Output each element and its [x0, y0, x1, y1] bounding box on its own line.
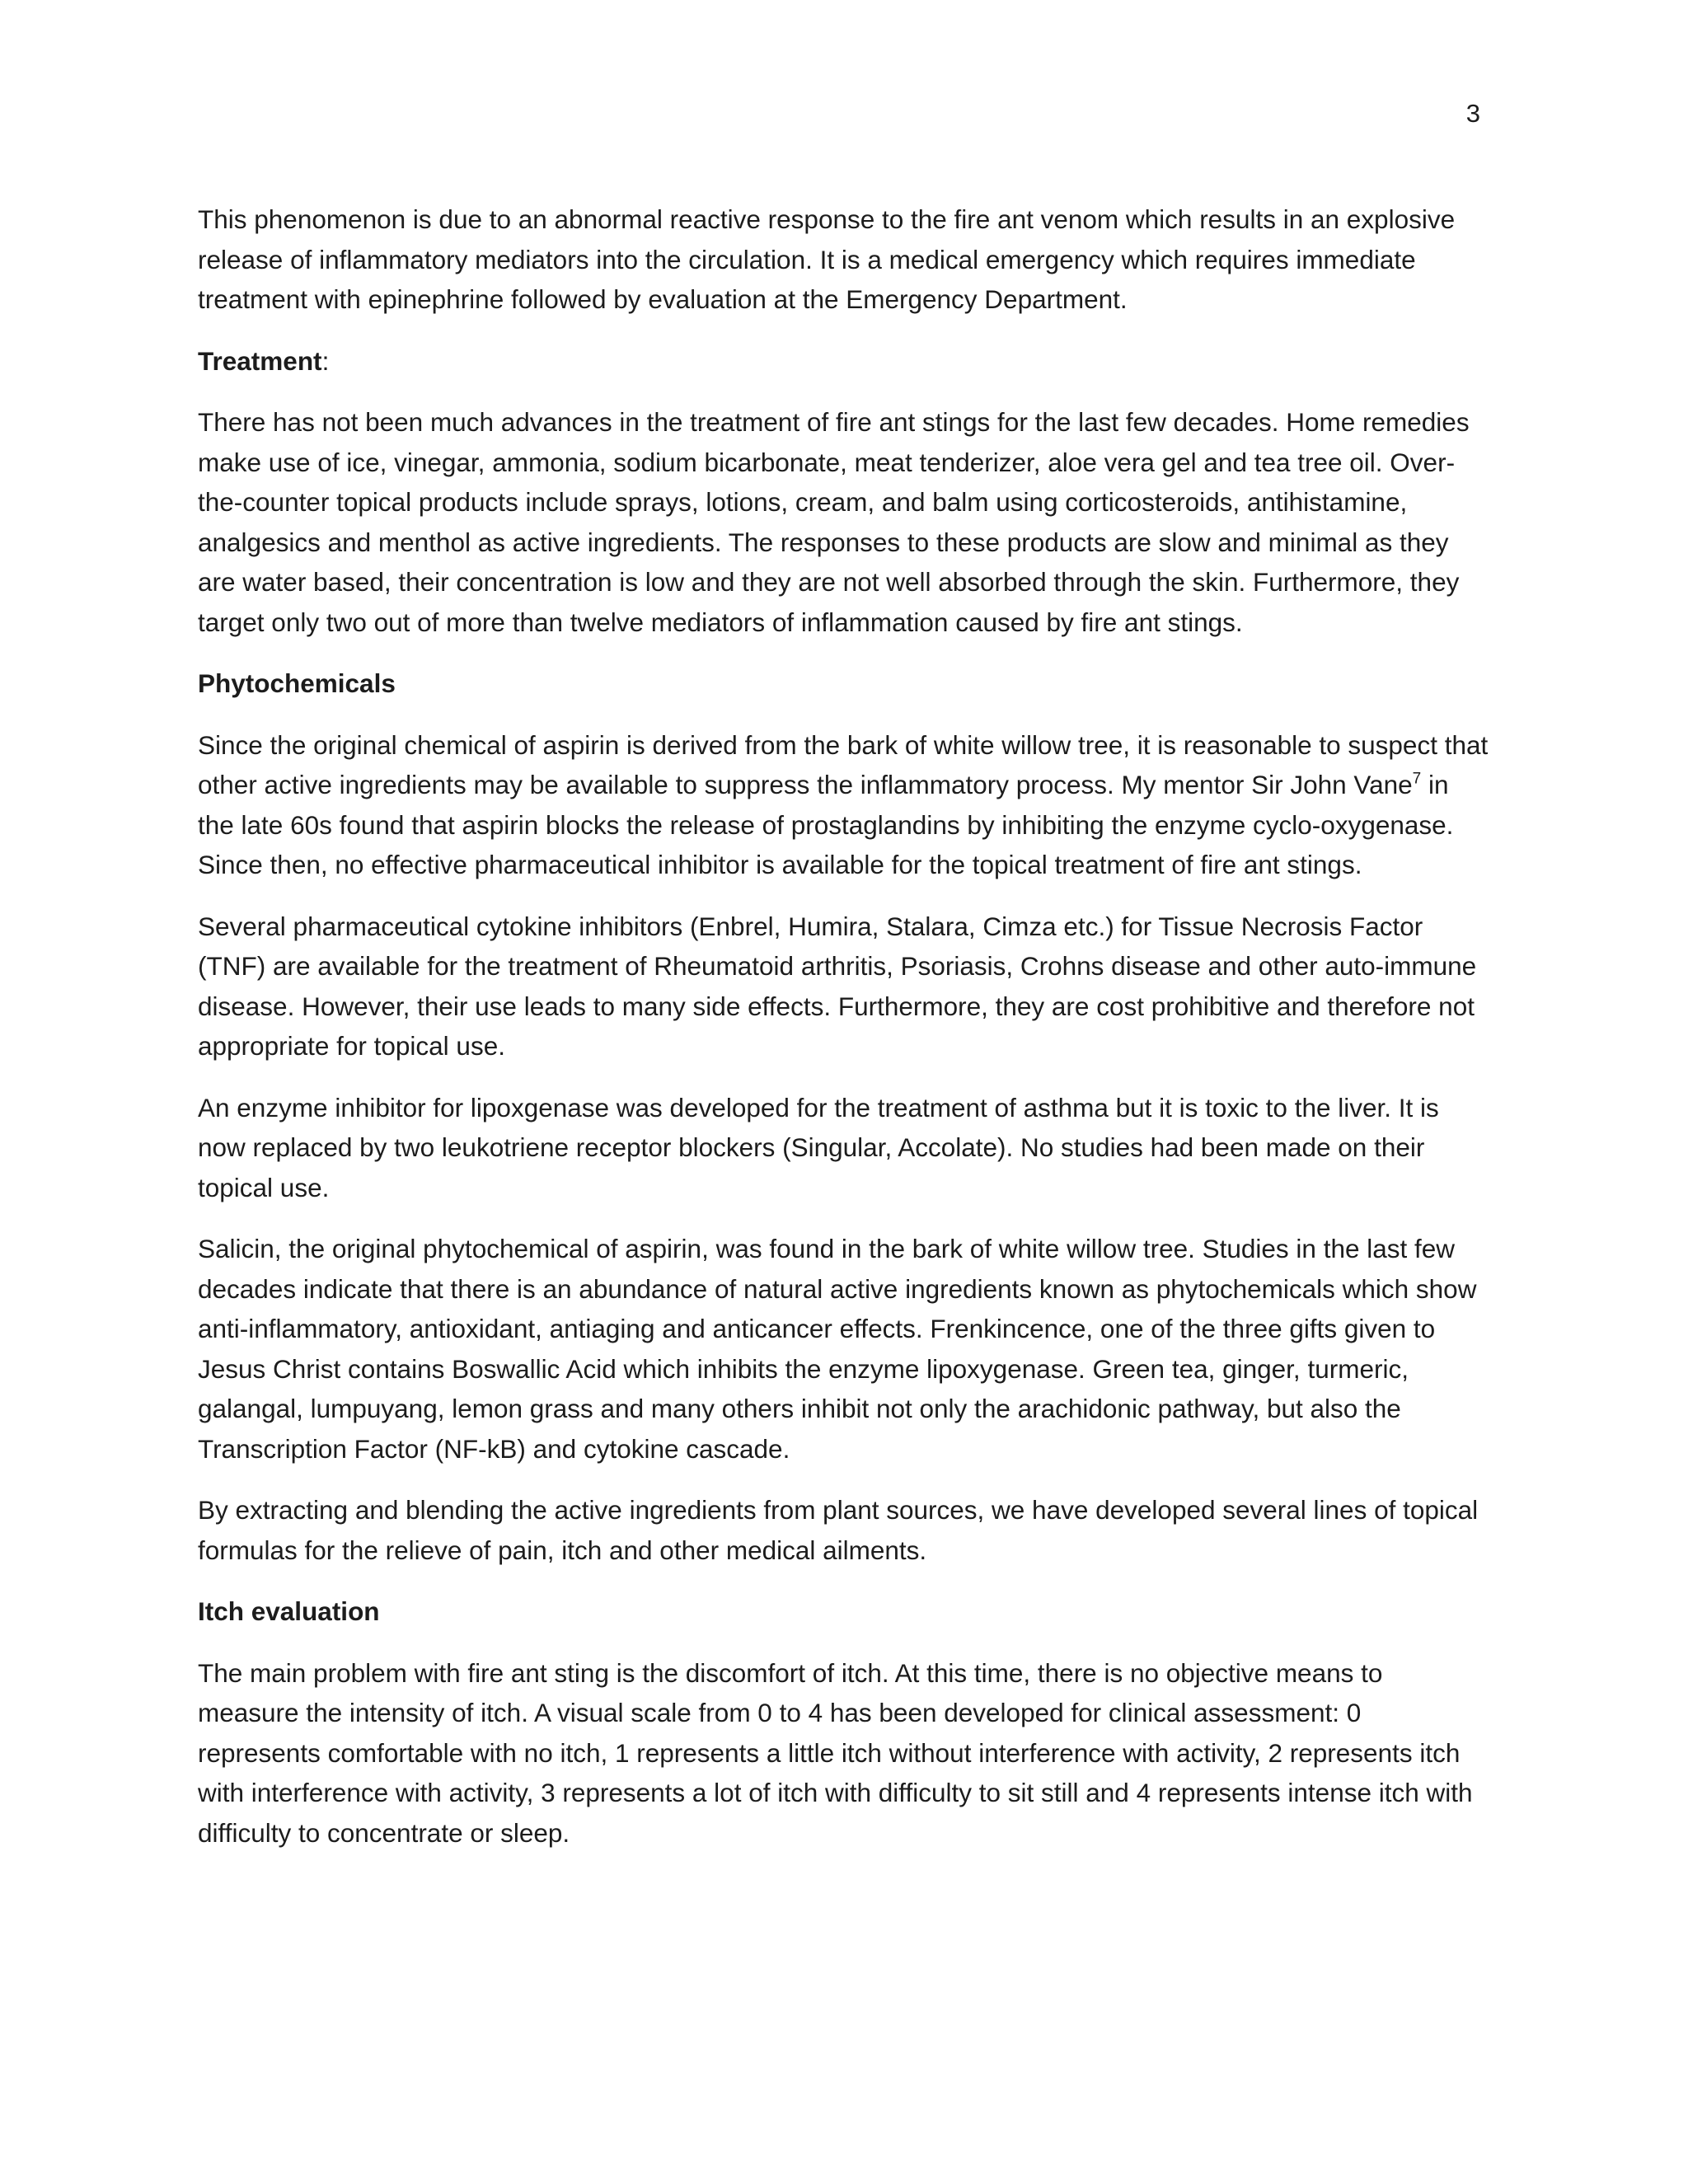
footnote-reference: 7 — [1412, 770, 1422, 788]
itch-evaluation-paragraph: The main problem with fire ant sting is the discomfort of itch. At this time, there is no objective means to measure the intensity of itch. A visual scale from 0 to 4 has been developed for clinical assessment: 0 represents comfortable with no itch, 1 represents a little itch without interference with activity, 2 represents itch with interference with activity, 3 represents a lot of itch with difficulty to sit still and 4 represents intense itch with difficulty to concentrate or sleep. — [198, 1657, 1473, 1848]
itch-evaluation-heading: Itch evaluation — [198, 1596, 380, 1626]
treatment-paragraph: There has not been much advances in the treatment of fire ant stings for the last few decades. Home remedies make use of ice, vinegar, ammonia, sodium bicarbonate, meat tenderizer, aloe vera gel and tea tree oil. Over-the-counter topical products include sprays, lotions, cream, and balm using corticosteroids, antihistamine, analgesics and menthol as active ingredients. The responses to these products are slow and minimal as they are water based, their concentration is low and they are not well absorbed through the skin. Furthermore, they target only two out of more than twelve mediators of inflammation caused by fire ant stings. — [198, 407, 1470, 637]
phytochemicals-paragraph-3: An enzyme inhibitor for lipoxgenase was developed for the treatment of asthma but it is toxic to the liver. It is now replaced by two leukotriene receptor blockers (Singular, Accolate). No studies had been made on their topical use. — [198, 1092, 1439, 1202]
treatment-heading: Treatment — [198, 345, 322, 376]
phytochemicals-paragraph-1-start: Since the original chemical of aspirin is derived from the bark of white willow tree, it is reasonable to suspect that other active ingredients may be available to suppress the inflammatory process. My mentor Sir John Vane — [198, 729, 1489, 799]
phytochemicals-paragraph-2: Several pharmaceutical cytokine inhibitors (Enbrel, Humira, Stalara, Cimza etc.) for Tissue Necrosis Factor (TNF) are available for the treatment of Rheumatoid arthritis, Psoriasis, Crohns disease and other auto-immune disease. However, their use leads to many side effects. Furthermore, they are cost prohibitive and therefore not appropriate for topical use. — [198, 911, 1477, 1061]
phytochemicals-paragraph-4: Salicin, the original phytochemical of aspirin, was found in the bark of white willow tree. Studies in the last few decades indicate that there is an abundance of natural active ingredients known as phytochemicals which show anti-inflammatory, antioxidant, antiaging and anticancer effects. Frenkincence, one of the three gifts given to Jesus Christ contains Boswallic Acid which inhibits the enzyme lipoxygenase. Green tea, ginger, turmeric, galangal, lumpuyang, lemon grass and many others inhibit not only the arachidonic pathway, but also the Transcription Factor (NF-kB) and cytokine cascade. — [198, 1234, 1477, 1464]
treatment-heading-colon: : — [321, 345, 330, 376]
phytochemicals-heading: Phytochemicals — [198, 668, 396, 698]
intro-paragraph: This phenomenon is due to an abnormal reactive response to the fire ant venom which results in an explosive release of inflammatory mediators into the circulation. It is a medical emergency which requires immediate treatment with epinephrine followed by evaluation at the Emergency Department. — [198, 204, 1456, 314]
page-number: 3 — [1465, 99, 1480, 128]
treatment-heading-line — [198, 341, 1490, 382]
phytochemicals-paragraph-5: By extracting and blending the active ingredients from plant sources, we have developed several lines of topical formulas for the relieve of pain, itch and other medical ailments. — [198, 1495, 1479, 1565]
phytochemicals-paragraph-1-end: in the late 60s found that aspirin blocks the release of prostaglandins by inhibiting the enzyme cyclo-oxygenase. Since then, no effective pharmaceutical inhibitor is available for the topical treatment of fire ant stings. — [198, 770, 1454, 879]
document-body — [198, 199, 1490, 1874]
phytochemicals-paragraph-1 — [198, 725, 1490, 885]
